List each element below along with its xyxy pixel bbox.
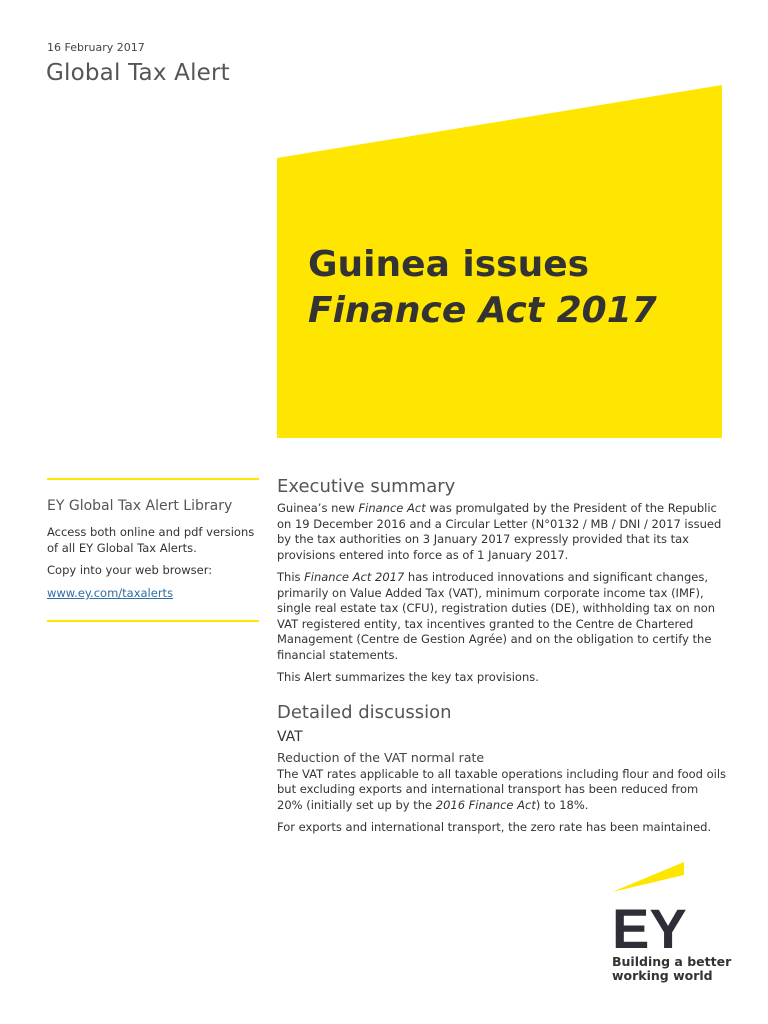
vat-paragraph-1 <box>277 767 727 814</box>
summary-paragraph-1 <box>277 501 727 563</box>
vat-subheading: Reduction of the VAT normal rate <box>277 749 485 765</box>
text-run: ) to 18%. <box>535 797 589 812</box>
sidebar-instruction: Copy into your web browser: <box>47 563 213 577</box>
summary-paragraph-3: This Alert summarizes the key tax provisions. <box>277 670 539 684</box>
tagline-line1: Building a better <box>612 954 732 969</box>
hero-title-line1: Guinea issues <box>308 244 590 285</box>
main-content <box>277 476 727 843</box>
text-run-italic: 2016 Finance Act <box>435 797 536 812</box>
sidebar-text: Access both online and pdf versions of all EY Global Tax Alerts. <box>47 525 255 555</box>
hero-title <box>308 242 657 334</box>
ey-logo-mark <box>612 862 722 954</box>
publication-title: Global Tax Alert <box>46 60 230 86</box>
text-run: Guinea’s new <box>277 501 359 515</box>
text-run-italic: Finance Act 2017 <box>304 570 405 584</box>
text-run-italic: Finance Act <box>358 501 426 515</box>
sidebar-rule-bottom <box>47 620 259 622</box>
tagline-line2: working world <box>612 968 713 983</box>
tax-alerts-link[interactable]: www.ey.com/taxalerts <box>47 586 174 600</box>
alert-date: 16 February 2017 <box>47 41 145 54</box>
sidebar-rule-top <box>47 478 259 480</box>
detailed-discussion-heading: Detailed discussion <box>277 701 452 723</box>
hero-title-line2: Finance Act 2017 <box>308 290 657 331</box>
text-run: was promulgated by the President of the Republic on 19 December 2016 and a Circular Letter (N°0132 / MB / DNI / 2017 issued by the tax authorities on 3 January 2017 expressly provided that its tax provisions entered into force as of 1 January 2017. <box>277 501 722 562</box>
sidebar-heading: EY Global Tax Alert Library <box>47 498 233 514</box>
ey-logo-text: EY <box>612 897 687 954</box>
vat-heading: VAT <box>277 728 303 745</box>
text-run: The VAT rates applicable to all taxable operations including flour and food oils but excluding exports and international transport has been reduced from 20% (initially set up by the <box>277 766 727 812</box>
text-run: has introduced innovations and significant changes, primarily on Value Added Tax (VAT), minimum corporate income tax (IMF), single real estate tax (CFU), registration duties (DE), withholding tax on non VAT registered entity, tax incentives granted to the Centre de Chartered Management (Centre de Gestion Agrée) and on the obligation to certify the financial statements. <box>277 570 716 662</box>
text-run: This <box>277 570 305 584</box>
executive-summary-heading: Executive summary <box>277 476 456 497</box>
ey-tagline <box>612 955 731 983</box>
vat-paragraph-2: For exports and international transport, the zero rate has been maintained. <box>277 820 712 834</box>
summary-paragraph-2 <box>277 570 727 663</box>
